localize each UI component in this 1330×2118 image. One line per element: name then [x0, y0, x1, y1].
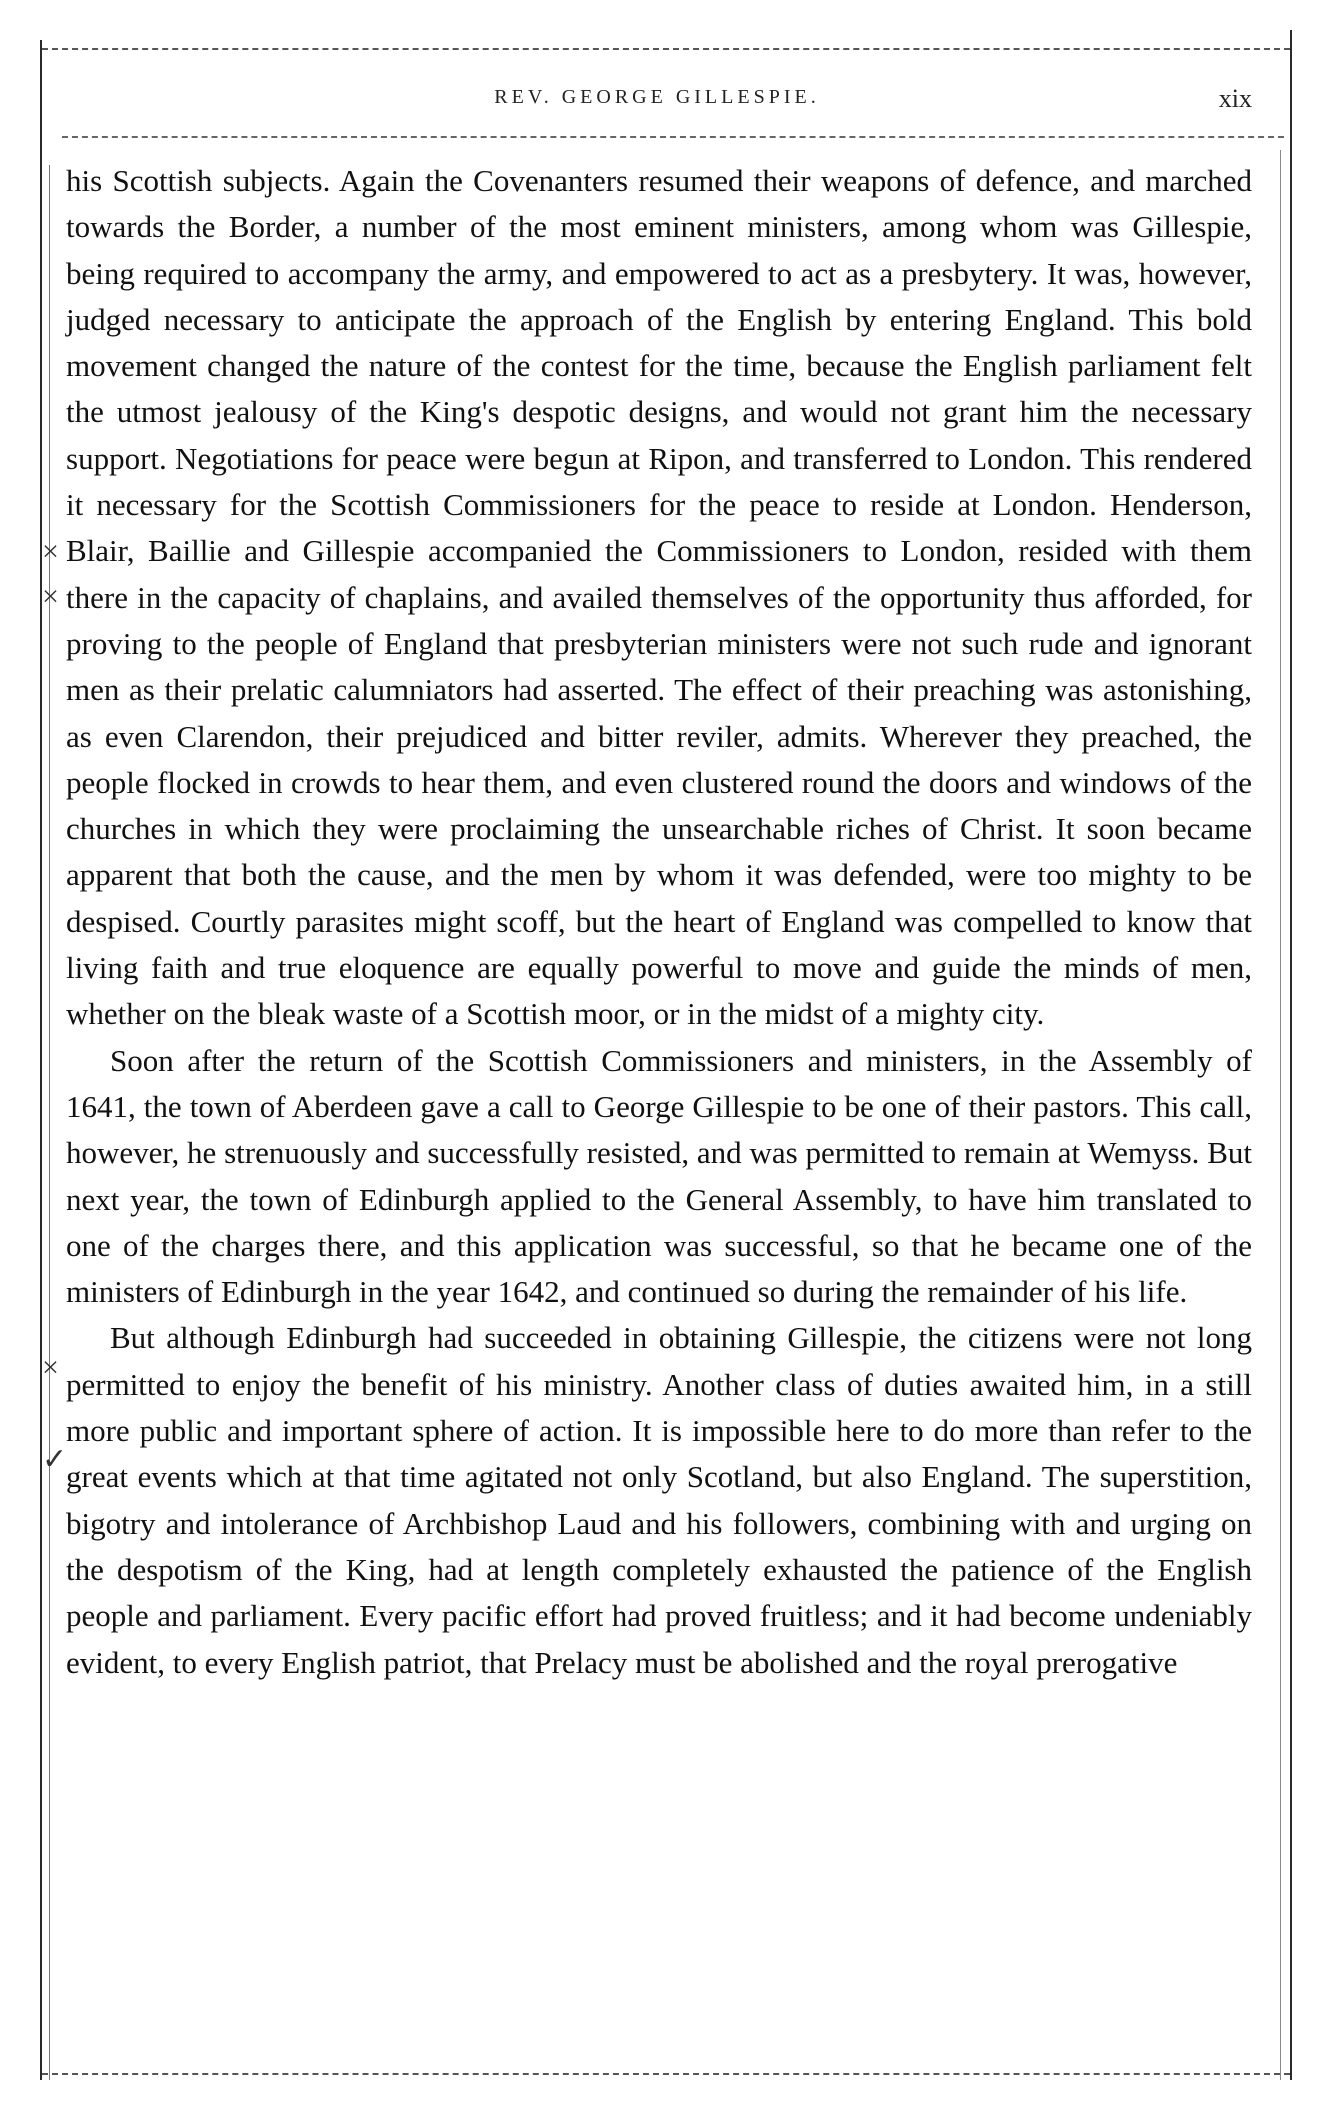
margin-mark-check: ✓ — [42, 1443, 68, 1476]
running-head: REV. GEORGE GILLESPIE. — [494, 86, 820, 108]
paragraph: his Scottish subjects. Again the Covenanters resumed their weapons of defence, and marched towards the Border, a number of the most eminent ministers, among whom was Gillespie, being required to accompany the army, and empowered to act as a presbytery. It was, however, judged necessary to anticipate the approach of the English by entering England. This bold movement changed the nature of the contest for the time, because the English parliament felt the utmost jealousy of the King's despotic designs, and would not grant him the necessary support. Negotiations for peace were begun at Ripon, and transferred to London. This rendered it necessary for the Scottish Commissioners for the peace to reside at London. Henderson, Blair, Baillie and Gillespie accompanied the Commissioners to London, resided with them there in the capacity of chaplains, and availed themselves of the opportunity thus afforded, for proving to the people of England that presbyterian ministers were not such rude and ignorant men as their prelatic calumniators had asserted. The effect of their preaching was astonishing, as even Clarendon, their prejudiced and bitter reviler, admits. Wherever they preached, the people flocked in crowds to hear them, and even clustered round the doors and windows of the churches in which they were proclaiming the unsearchable riches of Christ. It soon became apparent that both the cause, and the men by whom it was defended, were too mighty to be despised. Courtly parasites might scoff, but the heart of England was compelled to know that living faith and true eloquence are equally powerful to move and guide the minds of men, whether on the bleak waste of a Scottish moor, or in the midst of a mighty city. — [66, 163, 1252, 1032]
page-frame-right-inner — [1280, 150, 1281, 2080]
page-frame-left — [40, 40, 42, 2080]
page-frame-left-inner — [49, 165, 50, 2080]
margin-mark-cross: × — [42, 1351, 59, 1384]
page-frame-right — [1290, 30, 1292, 2080]
page-header — [62, 86, 1252, 126]
page-frame-top — [42, 48, 1290, 50]
body-text — [66, 158, 1252, 1686]
margin-mark-cross: × — [42, 535, 59, 568]
page-frame-bottom — [42, 2073, 1290, 2075]
header-rule — [62, 136, 1284, 138]
paragraph: Soon after the return of the Scottish Commissioners and ministers, in the Assembly of 1641, the town of Aberdeen gave a call to George Gillespie to be one of their pastors. This call, however, he strenuously and successfully resisted, and was permitted to remain at Wemyss. But next year, the town of Edinburgh applied to the General Assembly, to have him translated to one of the charges there, and this application was successful, so that he became one of the ministers of Edinburgh in the year 1642, and continued so during the remainder of his life. — [66, 1042, 1252, 1310]
margin-mark-cross: × — [42, 580, 59, 613]
paragraph: But although Edinburgh had succeeded in obtaining Gillespie, the citizens were not long permitted to enjoy the benefit of his ministry. Another class of duties awaited him, in a still more public and important sphere of action. It is impossible here to do more than refer to the great events which at that time agitated not only Scotland, but also England. The superstition, bigotry and intolerance of Archbishop Laud and his followers, combining with and urging on the despotism of the King, had at length completely exhausted the patience of the English people and parliament. Every pacific effort had proved fruitless; and it had become undeniably evident, to every English patriot, that Prelacy must be abolished and the royal prerogative — [66, 1320, 1252, 1680]
page-number: xix — [1218, 84, 1252, 113]
